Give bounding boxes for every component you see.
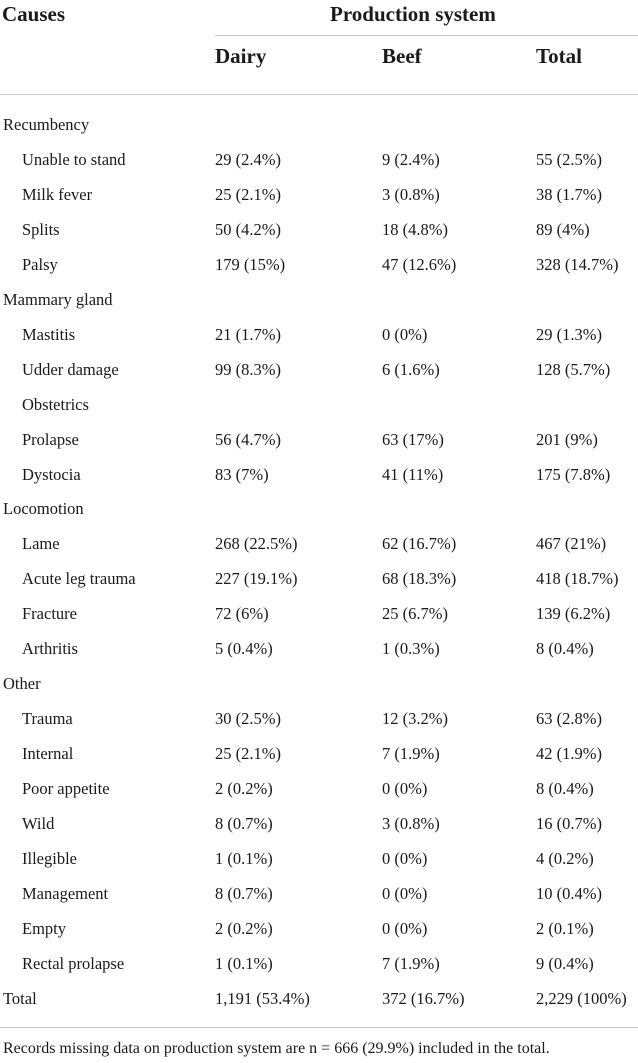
cell-beef: 0 (0%)	[382, 849, 428, 868]
cell-dairy: 50 (4.2%)	[215, 220, 281, 239]
cell-beef: 0 (0%)	[382, 919, 428, 938]
cell-dairy: 1,191 (53.4%)	[215, 989, 310, 1008]
table-row	[0, 841, 638, 876]
cell-dairy: 1 (0.1%)	[215, 954, 273, 973]
table-row	[0, 177, 638, 212]
cell-dairy: 25 (2.1%)	[215, 744, 281, 763]
table-row	[0, 911, 638, 946]
cell-total: 2 (0.1%)	[536, 919, 594, 938]
table-row	[0, 701, 638, 736]
cell-dairy: 72 (6%)	[215, 604, 269, 623]
row-label: Milk fever	[22, 185, 93, 204]
row-label: Other	[3, 674, 41, 693]
cell-beef: 0 (0%)	[382, 325, 428, 344]
cell-total: 175 (7.8%)	[536, 465, 611, 484]
cell-dairy: 21 (1.7%)	[215, 325, 281, 344]
cell-beef: 7 (1.9%)	[382, 954, 440, 973]
table-row	[0, 631, 638, 666]
cell-beef: 41 (11%)	[382, 465, 444, 484]
table-row	[0, 981, 638, 1016]
cell-beef: 1 (0.3%)	[382, 639, 440, 658]
cell-dairy: 5 (0.4%)	[215, 639, 273, 658]
cell-total: 29 (1.3%)	[536, 325, 602, 344]
cell-dairy: 2 (0.2%)	[215, 919, 273, 938]
table-row	[0, 422, 638, 457]
table-row	[0, 526, 638, 561]
cell-beef: 18 (4.8%)	[382, 220, 448, 239]
column-header-dairy: Dairy	[215, 44, 267, 68]
row-label: Palsy	[22, 255, 58, 274]
cell-total: 201 (9%)	[536, 430, 598, 449]
row-label: Internal	[22, 744, 74, 763]
cell-total: 42 (1.9%)	[536, 744, 602, 763]
cell-dairy: 227 (19.1%)	[215, 569, 298, 588]
cell-total: 418 (18.7%)	[536, 569, 619, 588]
cell-total: 55 (2.5%)	[536, 150, 602, 169]
cell-dairy: 1 (0.1%)	[215, 849, 273, 868]
table-row	[0, 736, 638, 771]
cell-total: 10 (0.4%)	[536, 884, 602, 903]
cell-total: 2,229 (100%)	[536, 989, 627, 1008]
header-bottom-divider	[0, 94, 638, 95]
row-label: Wild	[22, 814, 55, 833]
table-row	[0, 282, 638, 317]
cell-beef: 47 (12.6%)	[382, 255, 457, 274]
cell-dairy: 25 (2.1%)	[215, 185, 281, 204]
cell-beef: 12 (3.2%)	[382, 709, 448, 728]
row-label: Dystocia	[22, 465, 81, 484]
cell-dairy: 29 (2.4%)	[215, 150, 281, 169]
table-header-causes: Causes	[2, 2, 66, 26]
cell-total: 8 (0.4%)	[536, 779, 594, 798]
cell-dairy: 99 (8.3%)	[215, 360, 281, 379]
table-footnote: Records missing data on production system are n = 666 (29.9%) included in the total.	[3, 1040, 550, 1057]
cell-dairy: 268 (22.5%)	[215, 534, 298, 553]
table-row	[0, 596, 638, 631]
cell-total: 16 (0.7%)	[536, 814, 602, 833]
row-label: Fracture	[22, 604, 77, 623]
cell-beef: 372 (16.7%)	[382, 989, 465, 1008]
cell-total: 128 (5.7%)	[536, 360, 611, 379]
row-label: Trauma	[22, 709, 73, 728]
column-header-total: Total	[536, 44, 582, 68]
cell-beef: 9 (2.4%)	[382, 150, 440, 169]
row-label: Acute leg trauma	[22, 569, 136, 588]
row-label: Obstetrics	[22, 395, 89, 414]
cell-beef: 6 (1.6%)	[382, 360, 440, 379]
cell-total: 4 (0.2%)	[536, 849, 594, 868]
table-row	[0, 317, 638, 352]
cell-dairy: 2 (0.2%)	[215, 779, 273, 798]
row-label: Empty	[22, 919, 66, 938]
table-header-production-system: Production system	[330, 2, 496, 26]
cell-dairy: 56 (4.7%)	[215, 430, 281, 449]
row-label: Rectal prolapse	[22, 954, 125, 973]
table-row	[0, 212, 638, 247]
table-row	[0, 666, 638, 701]
cell-total: 328 (14.7%)	[536, 255, 619, 274]
row-label: Splits	[22, 220, 60, 239]
cell-total: 9 (0.4%)	[536, 954, 594, 973]
cell-beef: 62 (16.7%)	[382, 534, 457, 553]
row-label: Arthritis	[22, 639, 78, 658]
row-label: Management	[22, 884, 109, 903]
table-row	[0, 107, 638, 142]
cell-dairy: 83 (7%)	[215, 465, 269, 484]
footer-divider	[0, 1027, 638, 1028]
row-label: Unable to stand	[22, 150, 126, 169]
row-label: Udder damage	[22, 360, 119, 379]
table-row	[0, 142, 638, 177]
cell-dairy: 8 (0.7%)	[215, 814, 273, 833]
cell-total: 63 (2.8%)	[536, 709, 602, 728]
table-row	[0, 771, 638, 806]
table-row	[0, 352, 638, 387]
cell-beef: 7 (1.9%)	[382, 744, 440, 763]
row-label: Total	[3, 989, 37, 1008]
cell-beef: 3 (0.8%)	[382, 185, 440, 204]
cell-beef: 0 (0%)	[382, 779, 428, 798]
row-label: Recumbency	[3, 115, 90, 134]
row-label: Locomotion	[3, 499, 84, 518]
table-row	[0, 561, 638, 596]
table-row	[0, 491, 638, 526]
cell-total: 89 (4%)	[536, 220, 590, 239]
row-label: Mammary gland	[3, 290, 113, 309]
cell-beef: 25 (6.7%)	[382, 604, 448, 623]
cell-total: 467 (21%)	[536, 534, 607, 553]
cell-dairy: 179 (15%)	[215, 255, 286, 274]
cell-beef: 68 (18.3%)	[382, 569, 457, 588]
row-label: Mastitis	[22, 325, 76, 344]
row-label: Illegible	[22, 849, 77, 868]
cell-total: 139 (6.2%)	[536, 604, 611, 623]
table-row	[0, 457, 638, 492]
cell-beef: 3 (0.8%)	[382, 814, 440, 833]
column-header-beef: Beef	[382, 44, 422, 68]
table-row	[0, 247, 638, 282]
cell-dairy: 30 (2.5%)	[215, 709, 281, 728]
table-row	[0, 876, 638, 911]
table-row	[0, 806, 638, 841]
cell-total: 8 (0.4%)	[536, 639, 594, 658]
table-row	[0, 387, 638, 422]
cell-total: 38 (1.7%)	[536, 185, 602, 204]
cell-beef: 63 (17%)	[382, 430, 444, 449]
row-label: Poor appetite	[22, 779, 110, 798]
cell-dairy: 8 (0.7%)	[215, 884, 273, 903]
table-row	[0, 946, 638, 981]
row-label: Prolapse	[22, 430, 79, 449]
row-label: Lame	[22, 534, 60, 553]
header-group-divider	[215, 35, 638, 36]
cell-beef: 0 (0%)	[382, 884, 428, 903]
